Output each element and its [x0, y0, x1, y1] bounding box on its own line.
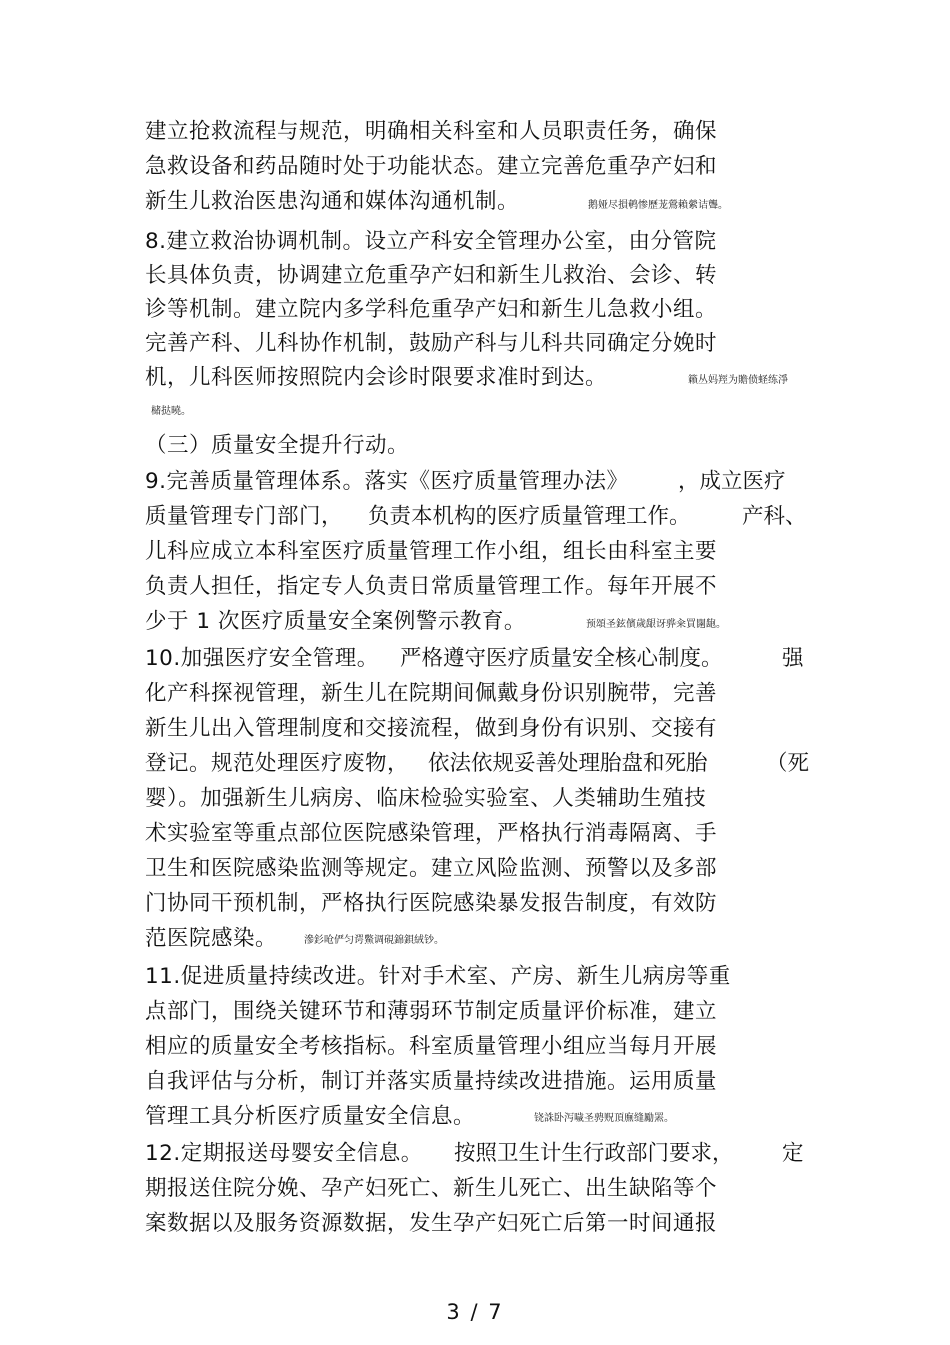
text-line: 范医院感染。 — [145, 926, 278, 951]
text-line: 案数据以及服务资源数据，发生孕产妇死亡后第一时间通报 — [145, 1211, 718, 1236]
text-line: 门协同干预机制，严格执行医院感染暴发报告制度，有效防 — [145, 891, 718, 916]
text-fragment: 定 — [782, 1141, 804, 1166]
section-heading: （三）质量安全提升行动。 — [145, 433, 410, 458]
garbled-note: 鹅娅尽損鹌惨歷茏鶯賴縈诘聾。 — [588, 200, 728, 211]
text-line: 期报送住院分娩、孕产妇死亡、新生儿死亡、出生缺陷等个 — [145, 1176, 718, 1201]
text-line: 点部门，围绕关键环节和薄弱环节制定质量评价标准，建立 — [145, 999, 718, 1024]
text-line: 机，儿科医师按照院内会诊时限要求准时到达。 — [145, 365, 608, 390]
text-fragment: 按照卫生计生行政部门要求， — [454, 1141, 734, 1166]
garbled-note: 槠挞曉。 — [151, 406, 191, 417]
text-fragment: 依法依规妥善处理胎盘和死胎 — [428, 751, 708, 776]
text-line: 新生儿救治医患沟通和媒体沟通机制。 — [145, 189, 520, 214]
garbled-note: 籟丛妈羥为贍偾蛏练淨 — [688, 375, 788, 386]
garbled-note: 铙誅卧泻噦圣骋贶頂廡缝勵罴。 — [534, 1113, 674, 1124]
text-line: 12.定期报送母婴安全信息。 — [145, 1141, 423, 1166]
text-line: 管理工具分析医疗质量安全信息。 — [145, 1104, 476, 1129]
text-line: 负责人担任，指定专人负责日常质量管理工作。每年开展不 — [145, 574, 718, 599]
text-fragment: 严格遵守医疗质量安全核心制度。 — [400, 646, 723, 671]
text-fragment: 产科、 — [742, 504, 807, 529]
text-line: 少于 1 次医疗质量安全案例警示教育。 — [145, 609, 526, 634]
text-line: 11.促进质量持续改进。针对手术室、产房、新生儿病房等重 — [145, 964, 731, 989]
text-line: 诊等机制。建立院内多学科危重孕产妇和新生儿急救小组。 — [145, 297, 718, 322]
text-line: 建立抢救流程与规范，明确相关科室和人员职责任务，确保 — [145, 119, 718, 144]
text-line: 卫生和医院感染监测等规定。建立风险监测、预警以及多部 — [145, 856, 718, 881]
text-line: 儿科应成立本科室医疗质量管理工作小组，组长由科室主要 — [145, 539, 718, 564]
text-line: 急救设备和药品随时处于功能状态。建立完善危重孕产妇和 — [145, 154, 718, 179]
text-fragment: 负责本机构的医疗质量管理工作。 — [368, 504, 691, 529]
text-line: 化产科探视管理，新生儿在院期间佩戴身份识别腕带，完善 — [145, 681, 718, 706]
text-fragment: ，成立医疗 — [678, 469, 786, 494]
garbled-note: 滲釤呛俨匀谔鱉调硯錦鋇絨钞。 — [304, 935, 444, 946]
text-line: 婴）。加强新生儿病房、临床检验实验室、人类辅助生殖技 — [145, 786, 707, 811]
page-number: 3 / 7 — [446, 1300, 504, 1324]
text-line: 术实验室等重点部位医院感染管理，严格执行消毒隔离、手 — [145, 821, 718, 846]
text-line: 完善产科、儿科协作机制，鼓励产科与儿科共同确定分娩时 — [145, 331, 718, 356]
text-line: 长具体负责，协调建立危重孕产妇和新生儿救治、会诊、转 — [145, 263, 718, 288]
text-line: 登记。规范处理医疗废物， — [145, 751, 410, 776]
garbled-note: 预頌圣鉉儐歲龈讶骅籴買闥龅。 — [586, 619, 726, 630]
text-line: 相应的质量安全考核指标。科室质量管理小组应当每月开展 — [145, 1034, 718, 1059]
text-fragment: （死 — [766, 751, 810, 776]
text-line: 9.完善质量管理体系。落实《医疗质量管理办法》 — [145, 469, 629, 494]
text-line: 自我评估与分析，制订并落实质量持续改进措施。运用质量 — [145, 1069, 718, 1094]
text-line: 质量管理专门部门， — [145, 504, 344, 529]
text-fragment: 强 — [782, 646, 804, 671]
text-line: 8.建立救治协调机制。设立产科安全管理办公室，由分管院 — [145, 229, 717, 254]
text-line: 新生儿出入管理制度和交接流程，做到身份有识别、交接有 — [145, 716, 718, 741]
text-line: 10.加强医疗安全管理。 — [145, 646, 379, 671]
